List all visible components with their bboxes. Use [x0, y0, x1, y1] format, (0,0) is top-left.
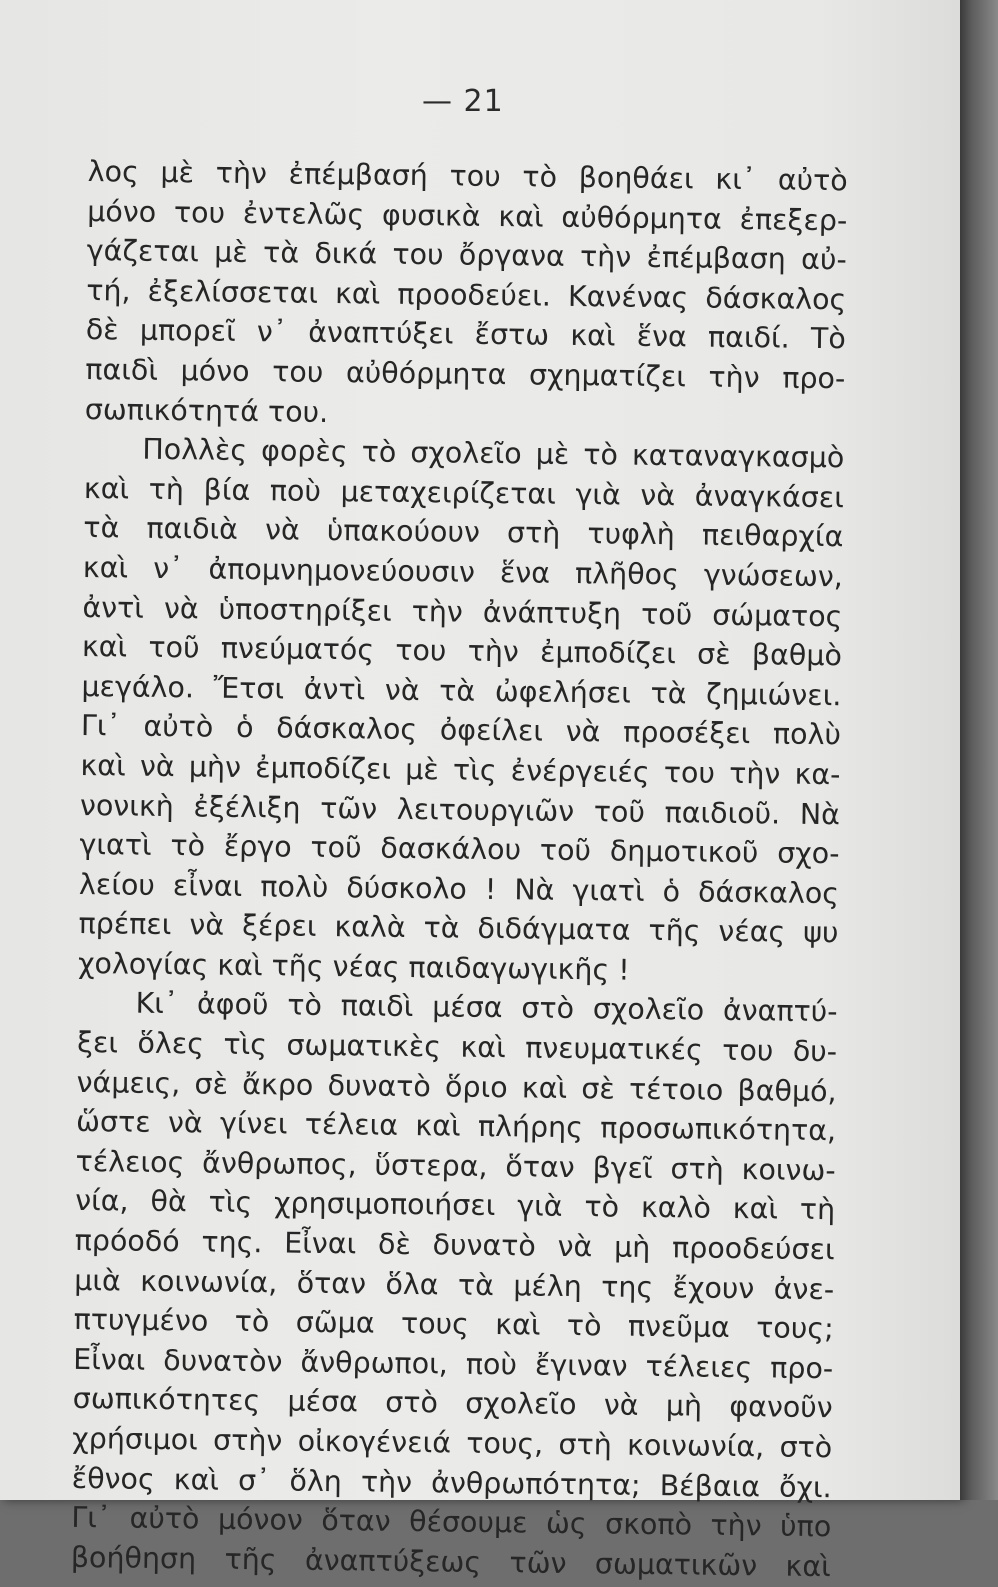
text-line: πρέπει νὰ ξέρει καλὰ τὰ διδάγματα τῆς νέας ψυ — [78, 907, 839, 950]
text-line: τή, ἐξελίσσεται καὶ προοδεύει. Κανένας δάσκαλος — [86, 273, 847, 317]
text-line: καὶ νὰ μὴν ἐμποδίζει μὲ τὶς ἐνέργειές του τὴν κα- — [80, 748, 841, 792]
text-line: δὲ μπορεῖ ν᾿ ἀναπτύξει ἔστω καὶ ἕνα παιδί. Τὸ — [85, 313, 846, 356]
text-line: Γι᾿ αὐτὸ ὁ δάσκαλος ὀφείλει νὰ προσέξει πολὺ — [80, 709, 842, 752]
text-line: Πολλὲς φορὲς τὸ σχολεῖο μὲ τὸ καταναγκασμὸ — [142, 432, 845, 475]
text-line: καὶ ν᾿ ἀπομνημονεύουσιν ἕνα πλῆθος γνώσεων, — [82, 550, 844, 594]
text-line: χολογίας καὶ τῆς νέας παιδαγωγικῆς ! — [77, 946, 630, 987]
page-edge-shadow — [960, 0, 998, 1500]
text-line: Εἶναι δυνατὸν ἄνθρωποι, ποὺ ἔγιναν τέλειες προ- — [73, 1342, 834, 1386]
text-line: καὶ τοῦ πνεύματός του τὴν ἐμποδίζει σὲ βαθμὸ — [81, 630, 843, 673]
text-line: λος μὲ τὴν ἐπέμβασή του τὸ βοηθάει κι᾿ αὐτὸ — [87, 154, 848, 198]
text-line: μεγάλο. Ἔτσι ἀντὶ νὰ τὰ ὠφελήσει τὰ ζημιώνει. — [81, 669, 842, 712]
text-line: καὶ τὴ βία ποὺ μεταχειρίζεται γιὰ νὰ ἀναγκάσει — [83, 471, 845, 515]
text-line: πτυγμένο τὸ σῶμα τους καὶ τὸ πνεῦμα τους; — [73, 1303, 834, 1346]
body-text — [71, 152, 848, 1587]
text-line: παιδὶ μόνο του αὐθόρμητα σχηματίζει τὴν προ- — [85, 352, 846, 396]
text-line: ἀντὶ νὰ ὑποστηρίξει τὴν ἀνάπτυξη τοῦ σώματος — [82, 590, 843, 633]
text-line: ἔθνος καὶ σ᾿ ὅλη τὴν ἀνθρωπότητα; Βέβαια ὄχι. — [71, 1461, 832, 1504]
text-line: βοήθηση τῆς ἀναπτύξεως τῶν σωματικῶν καὶ — [70, 1540, 831, 1583]
text-line: ξει ὅλες τὶς σωματικὲς καὶ πνευματικές του δυ- — [76, 1025, 838, 1069]
text-line: γιατὶ τὸ ἔργο τοῦ δασκάλου τοῦ δημοτικοῦ σχο- — [79, 828, 840, 871]
text-line: χρήσιμοι στὴν οἰκογένειά τους, στὴ κοινωνία, στὸ — [72, 1421, 833, 1465]
text-line: σωπικότητες μέσα στὸ σχολεῖο νὰ μὴ φανοῦν — [72, 1382, 833, 1425]
text-line: Γι᾿ αὐτὸ μόνον ὅταν θέσουμε ὡς σκοπὸ τὴν ὑπο — [71, 1501, 832, 1544]
text-line: σωπικότητά του. — [84, 392, 329, 429]
text-line: νάμεις, σὲ ἄκρο δυνατὸ ὅριο καὶ σὲ τέτοιο βαθμό, — [76, 1065, 837, 1108]
text-line: νία, θὰ τὶς χρησιμοποιήσει γιὰ τὸ καλὸ καὶ τὴ — [74, 1184, 836, 1227]
text-line: τὰ παιδιὰ νὰ ὑπακούουν στὴ τυφλὴ πειθαρχία — [83, 511, 844, 554]
text-line: Κι᾿ ἀφοῦ τὸ παιδὶ μέσα στὸ σχολεῖο ἀναπτύ- — [135, 987, 838, 1029]
text-line: νονικὴ ἐξέλιξη τῶν λειτουργιῶν τοῦ παιδιοῦ. Νὰ — [79, 788, 841, 831]
text-line: μιὰ κοινωνία, ὅταν ὅλα τὰ μέλη της ἔχουν ἀνε- — [74, 1263, 835, 1306]
text-line: πρόοδό της. Εἶναι δὲ δυνατὸ νὰ μὴ προοδεύσει — [74, 1223, 835, 1267]
text-line: τέλειος ἄνθρωπος, ὕστερα, ὅταν βγεῖ στὴ κοινω- — [75, 1144, 836, 1188]
text-line: γάζεται μὲ τὰ δικά του ὄργανα τὴν ἐπέμβαση αὐ- — [86, 234, 847, 277]
text-line: λείου εἶναι πολὺ δύσκολο ! Νὰ γιατὶ ὁ δάσκαλος — [78, 867, 840, 910]
text-line: ὥστε νὰ γίνει τέλεια καὶ πλήρης προσωπικότητα, — [75, 1105, 837, 1148]
text-line: μόνο του ἐντελῶς φυσικὰ καὶ αὐθόρμητα ἐπεξερ- — [87, 194, 848, 237]
page-number: — 21 — [422, 84, 504, 119]
